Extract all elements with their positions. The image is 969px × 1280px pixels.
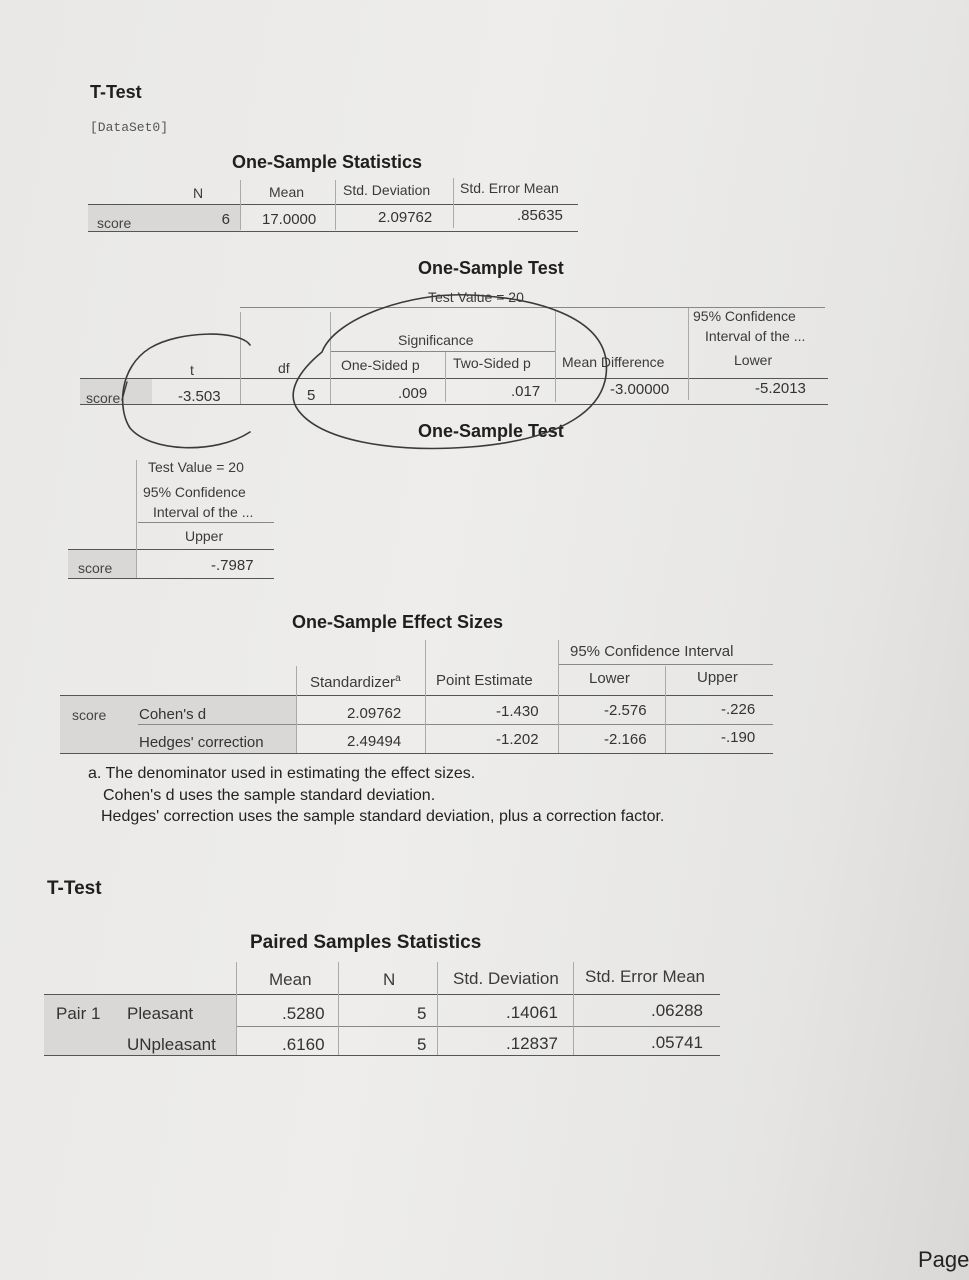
row-label-hedges-correction: Hedges' correction [139,734,264,751]
footnote: a. The denominator used in estimating the effect sizes. [88,765,476,782]
ci-header-line1: 95% Confidence [143,484,246,500]
cell-n: 5 [417,1004,427,1023]
bottom-rule [80,404,828,405]
col-divider [296,666,297,754]
cell-lower: -2.576 [604,702,647,719]
cell-t: -3.503 [178,388,221,405]
cell-lower: -2.166 [604,731,647,748]
col-divider [236,962,237,1056]
cell-std-deviation: 2.09762 [378,209,433,226]
col-header-two-sided-p: Two-Sided p [453,355,531,371]
row-label: score [86,390,121,406]
col-header-std-deviation: Std. Deviation [343,182,431,198]
col-header-std-deviation: Std. Deviation [453,969,559,988]
col-header-mean: Mean [269,970,312,989]
footnote: Hedges' correction uses the sample standard deviation, plus a correction factor. [101,808,665,825]
table-title: Paired Samples Statistics [250,932,482,953]
col-divider [425,640,426,754]
cell-df: 5 [307,387,316,404]
table-title: One-Sample Test [418,258,564,278]
cell-standardizer: 2.49494 [347,733,402,750]
row-rule [236,1026,720,1027]
cell-upper: -.190 [721,729,756,746]
cell-std-error-mean: .05741 [651,1033,703,1052]
col-divider [453,178,454,228]
col-header-mean: Mean [269,184,305,200]
col-header-n: N [193,185,204,201]
ci-header-line2: Interval of the ... [153,504,254,520]
table-title: One-Sample Effect Sizes [292,612,504,632]
col-header-upper: Upper [185,528,224,544]
col-header-std-error-mean: Std. Error Mean [460,180,559,196]
section-title: T-Test [47,878,102,899]
col-divider [445,352,446,402]
col-divider [240,180,241,230]
cell-mean: 17.0000 [262,211,317,228]
bottom-rule [88,231,578,232]
bottom-rule [44,1055,720,1056]
col-divider [335,180,336,230]
col-divider [688,308,689,400]
cell-one-sided-p: .009 [398,385,428,402]
cell-mean: .5280 [282,1004,325,1023]
dataset-label: [DataSet0] [90,120,169,135]
col-header-mean-difference: Mean Difference [562,354,665,370]
page-label: Page [918,1247,969,1272]
cell-upper: -.226 [721,701,756,718]
ci-rule [138,522,274,523]
footnote: Cohen's d uses the sample standard deviation. [103,787,436,804]
col-divider [558,640,559,754]
col-divider [555,310,556,402]
col-header-df: df [278,360,290,376]
ci-header-line2: Interval of the ... [705,328,806,344]
row-label: score [97,215,132,231]
col-header-std-error-mean: Std. Error Mean [585,967,705,986]
cell-n: 5 [417,1035,427,1054]
cell-upper: -.7987 [211,557,254,574]
bottom-rule [68,578,274,579]
col-header-standardizer [310,673,401,691]
significance-rule [330,351,555,352]
col-header-t: t [190,362,194,378]
col-header-lower: Lower [734,352,773,368]
test-value-label: Test Value = 20 [148,459,244,475]
table-title: One-Sample Statistics [232,152,423,172]
cell-mean: .6160 [282,1035,325,1054]
row-label-pleasant: Pleasant [127,1004,194,1023]
cell-point-estimate: -1.202 [496,731,539,748]
col-divider [665,666,666,754]
row-label-unpleasant: UNpleasant [127,1035,216,1054]
cell-standardizer: 2.09762 [347,705,402,722]
significance-header: Significance [398,332,474,348]
col-divider [330,312,331,404]
bottom-rule [60,753,773,754]
group-label: score [72,707,107,723]
ci-rule [558,664,773,665]
test-value-label: Test Value = 20 [428,289,524,305]
cell-std-error-mean: .06288 [651,1001,703,1020]
section-title: T-Test [90,82,142,102]
cell-two-sided-p: .017 [511,383,541,400]
col-divider [136,460,137,578]
cell-std-deviation: .14061 [506,1003,558,1022]
cell-std-deviation: .12837 [506,1034,558,1053]
header-rule [80,378,828,379]
ci-header-line1: 95% Confidence [693,308,796,324]
row-rule [138,724,773,725]
ci-header: 95% Confidence Interval [570,643,734,660]
cell-point-estimate: -1.430 [496,703,539,720]
col-divider [573,962,574,1056]
col-header-upper: Upper [697,669,738,686]
col-header-n: N [383,970,396,989]
table-title: One-Sample Test [418,421,564,441]
col-header-one-sided-p: One-Sided p [341,357,420,373]
footnote-marker: a [395,673,401,684]
col-header-lower: Lower [589,670,630,687]
cell-mean-difference: -3.00000 [610,381,670,398]
col-divider [240,312,241,404]
col-header-point-estimate: Point Estimate [436,672,533,689]
group-label: Pair 1 [56,1004,101,1023]
col-divider [437,962,438,1056]
cell-std-error-mean: .85635 [517,207,563,224]
cell-n: 6 [221,211,230,228]
col-divider [338,962,339,1056]
row-label-cohens-d: Cohen's d [139,706,207,723]
cell-lower: -5.2013 [755,380,806,397]
standardizer-label: Standardizer [310,674,396,691]
row-label: score [78,560,113,576]
